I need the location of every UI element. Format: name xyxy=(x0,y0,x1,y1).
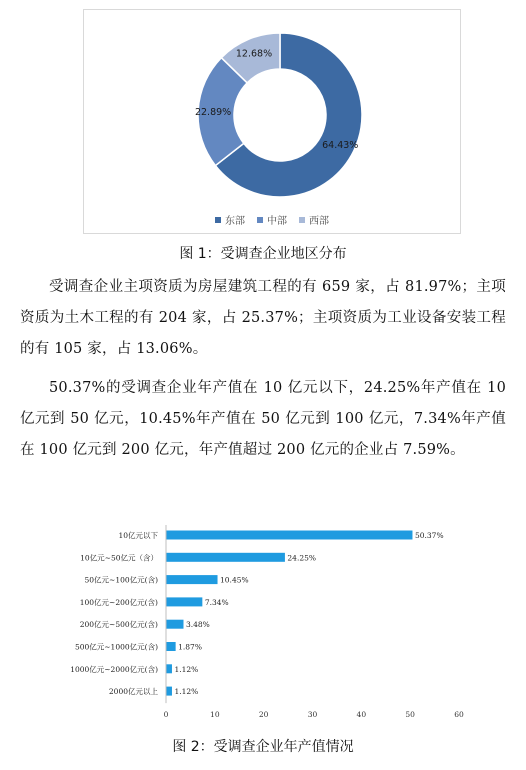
donut-slice-label-2: 12.68% xyxy=(235,48,273,60)
paragraph-output-value: 50.37%的受调查企业年产值在 10 亿元以下，24.25%年产值在 10 亿元到 50 亿元，10.45%年产值在 50 亿元到 100 亿元，7.34%年产值在 100 亿元到 200 亿元，年产值超过 200 亿元的企业占 7.59%。 xyxy=(20,380,506,458)
bar-1 xyxy=(167,553,285,562)
bar-7 xyxy=(167,687,172,696)
x-tick-label-2: 20 xyxy=(258,710,269,720)
value-label-6: 1.12% xyxy=(174,664,199,674)
category-label-2: 50亿元~100亿元(含) xyxy=(84,575,158,585)
value-label-4: 3.48% xyxy=(185,620,210,630)
value-label-3: 7.34% xyxy=(204,597,229,607)
value-label-5: 1.87% xyxy=(178,642,202,652)
donut-chart xyxy=(84,10,462,235)
x-tick-label-6: 60 xyxy=(454,710,464,720)
legend-label-2: 西部 xyxy=(309,216,329,227)
bar-6 xyxy=(167,664,172,673)
x-tick-label-4: 40 xyxy=(356,710,367,720)
category-label-5: 500亿元~1000亿元(含) xyxy=(74,642,158,652)
legend-label-0: 东部 xyxy=(225,216,245,227)
bar-0 xyxy=(167,531,413,540)
bar-4 xyxy=(167,620,184,629)
category-label-3: 100亿元~200亿元(含) xyxy=(79,597,158,607)
x-tick-label-1: 10 xyxy=(210,710,220,720)
donut-slice-label-0: 64.43% xyxy=(322,139,359,151)
x-tick-label-0: 0 xyxy=(163,710,169,720)
legend-label-1: 中部 xyxy=(267,216,287,227)
paragraph-qualification: 受调查企业主项资质为房屋建筑工程的有 659 家，占 81.97%；主项资质为土木工程的有 204 家，占 25.37%；主项资质为工业设备安装工程的有 105 家，占 13.06%。 xyxy=(20,279,506,357)
legend-item-1 xyxy=(257,212,287,227)
category-label-0: 10亿元以下 xyxy=(118,531,158,540)
value-label-0: 50.37% xyxy=(414,531,444,540)
x-tick-label-5: 50 xyxy=(405,710,415,720)
category-label-7: 2000亿元以上 xyxy=(108,687,158,697)
output-value-bar-chart xyxy=(0,520,526,725)
value-label-7: 1.12% xyxy=(174,687,199,697)
legend-item-2 xyxy=(299,212,329,227)
bar-3 xyxy=(167,597,203,606)
category-label-4: 200亿元~500亿元(含) xyxy=(79,620,158,630)
donut-slice-label-1: 22.89% xyxy=(194,106,232,118)
value-label-2: 10.45% xyxy=(220,575,249,585)
legend-swatch-1 xyxy=(257,217,263,223)
legend-swatch-0 xyxy=(215,217,221,223)
chart-legend xyxy=(84,212,460,227)
value-label-1: 24.25% xyxy=(287,553,317,563)
x-tick-label-3: 30 xyxy=(307,710,318,720)
figure1-caption: 图 1：受调查企业地区分布 xyxy=(179,246,347,262)
category-label-1: 10亿元~50亿元（含） xyxy=(80,553,158,563)
bar-2 xyxy=(167,575,218,584)
legend-item-0 xyxy=(215,212,245,227)
legend-swatch-2 xyxy=(299,217,305,223)
region-distribution-chart xyxy=(83,9,461,234)
figure2-caption: 图 2：受调查企业年产值情况 xyxy=(172,739,354,755)
category-label-6: 1000亿元~2000亿元(含) xyxy=(70,664,158,674)
bar-5 xyxy=(167,642,176,651)
